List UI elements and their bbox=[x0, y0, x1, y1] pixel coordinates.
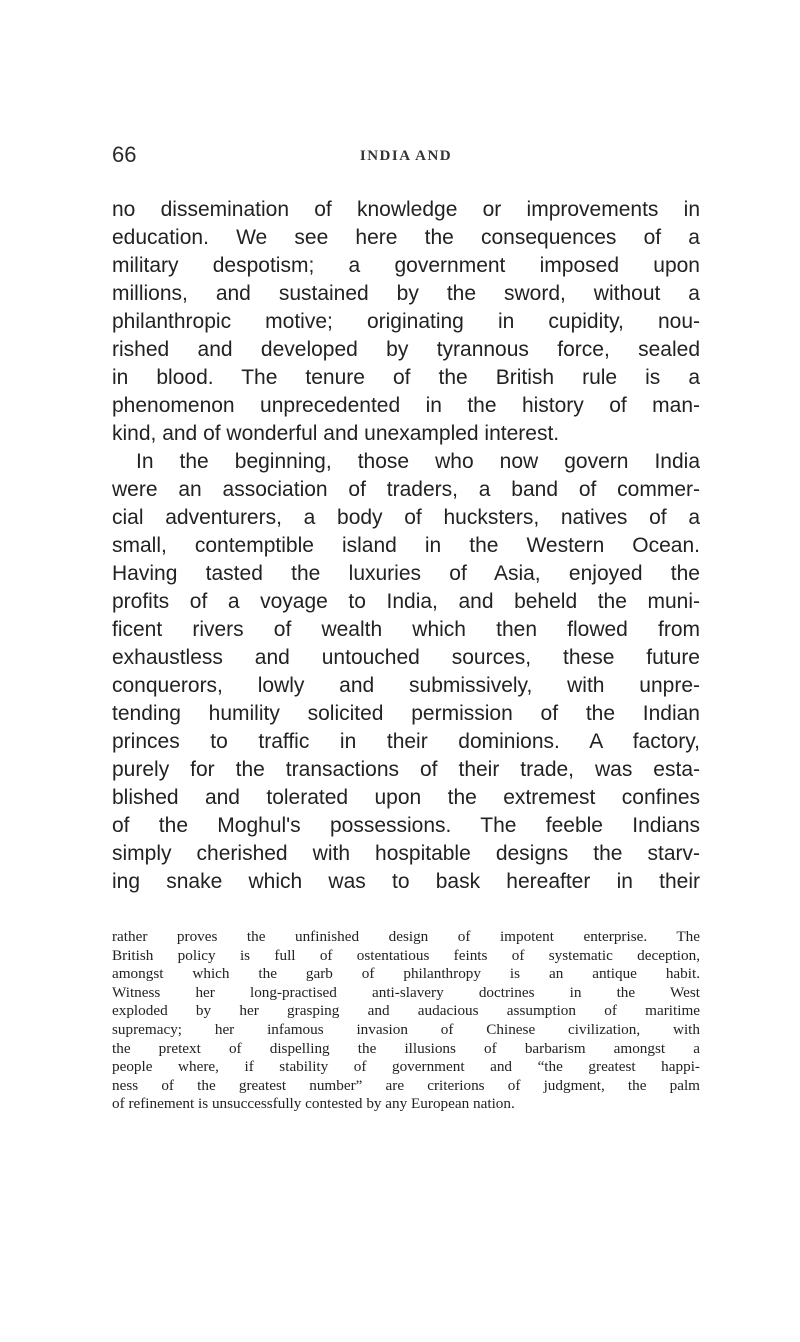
text-line: ficent rivers of wealth which then flowed from bbox=[112, 618, 700, 641]
footnote-line: the pretext of dispelling the illusions of barbarism amongst a bbox=[112, 1039, 700, 1057]
text-line: simply cherished with hospitable designs the starv- bbox=[112, 842, 700, 865]
text-line: were an association of traders, a band of commer- bbox=[112, 478, 700, 501]
text-line: small, contemptible island in the Western Ocean. bbox=[112, 534, 700, 557]
running-head: INDIA AND bbox=[359, 148, 453, 164]
text-line: of the Moghul's possessions. The feeble Indians bbox=[112, 814, 700, 837]
page-header bbox=[112, 142, 700, 172]
text-line: exhaustless and untouched sources, these future bbox=[112, 646, 700, 669]
footnote-line: amongst which the garb of philanthropy is an antique habit. bbox=[112, 965, 700, 983]
text-line: tending humility solicited permission of the Indian bbox=[112, 702, 700, 725]
text-line: millions, and sustained by the sword, without a bbox=[112, 282, 700, 305]
text-line: princes to traffic in their dominions. A factory, bbox=[112, 730, 700, 753]
text-line: blished and tolerated upon the extremest confines bbox=[112, 786, 700, 809]
text-line: In the beginning, those who now govern India bbox=[136, 450, 700, 473]
text-line: conquerors, lowly and submissively, with unpre- bbox=[112, 674, 700, 697]
text-line: ing snake which was to bask hereafter in their bbox=[112, 870, 700, 893]
text-line: education. We see here the consequences of a bbox=[112, 226, 700, 249]
footnote-line: of refinement is unsuccessfully contested by any European nation. bbox=[112, 1095, 515, 1113]
text-line: kind, and of wonderful and unexampled interest. bbox=[112, 422, 560, 445]
footnote-line: British policy is full of ostentatious feints of systematic deception, bbox=[112, 946, 700, 964]
text-line: philanthropic motive; originating in cupidity, nou- bbox=[112, 310, 700, 333]
footnote-line: supremacy; her infamous invasion of Chinese civilization, with bbox=[112, 1020, 700, 1038]
text-line: rished and developed by tyrannous force, sealed bbox=[112, 338, 700, 361]
text-line: profits of a voyage to India, and beheld the muni- bbox=[112, 590, 700, 613]
footnote-line: Witness her long-practised anti-slavery doctrines in the West bbox=[112, 983, 700, 1001]
footnote-line: ness of the greatest number” are criterions of judgment, the palm bbox=[112, 1076, 700, 1094]
footnote-line: people where, if stability of government and “the greatest happi- bbox=[112, 1058, 700, 1076]
text-line: purely for the transactions of their trade, was esta- bbox=[112, 758, 700, 781]
text-line: in blood. The tenure of the British rule is a bbox=[112, 366, 700, 389]
page-number: 66 bbox=[112, 142, 137, 167]
main-text bbox=[112, 196, 700, 896]
footnote-line: exploded by her grasping and audacious assumption of maritime bbox=[112, 1002, 700, 1020]
text-line: military despotism; a government imposed upon bbox=[112, 254, 700, 277]
text-line: cial adventurers, a body of hucksters, natives of a bbox=[112, 506, 700, 529]
text-line: no dissemination of knowledge or improvements in bbox=[112, 198, 700, 221]
footnote-line: rather proves the unfinished design of impotent enterprise. The bbox=[112, 928, 700, 945]
footnote bbox=[112, 928, 700, 1114]
text-line: Having tasted the luxuries of Asia, enjoyed the bbox=[112, 562, 700, 585]
text-line: phenomenon unprecedented in the history of man- bbox=[112, 394, 700, 417]
